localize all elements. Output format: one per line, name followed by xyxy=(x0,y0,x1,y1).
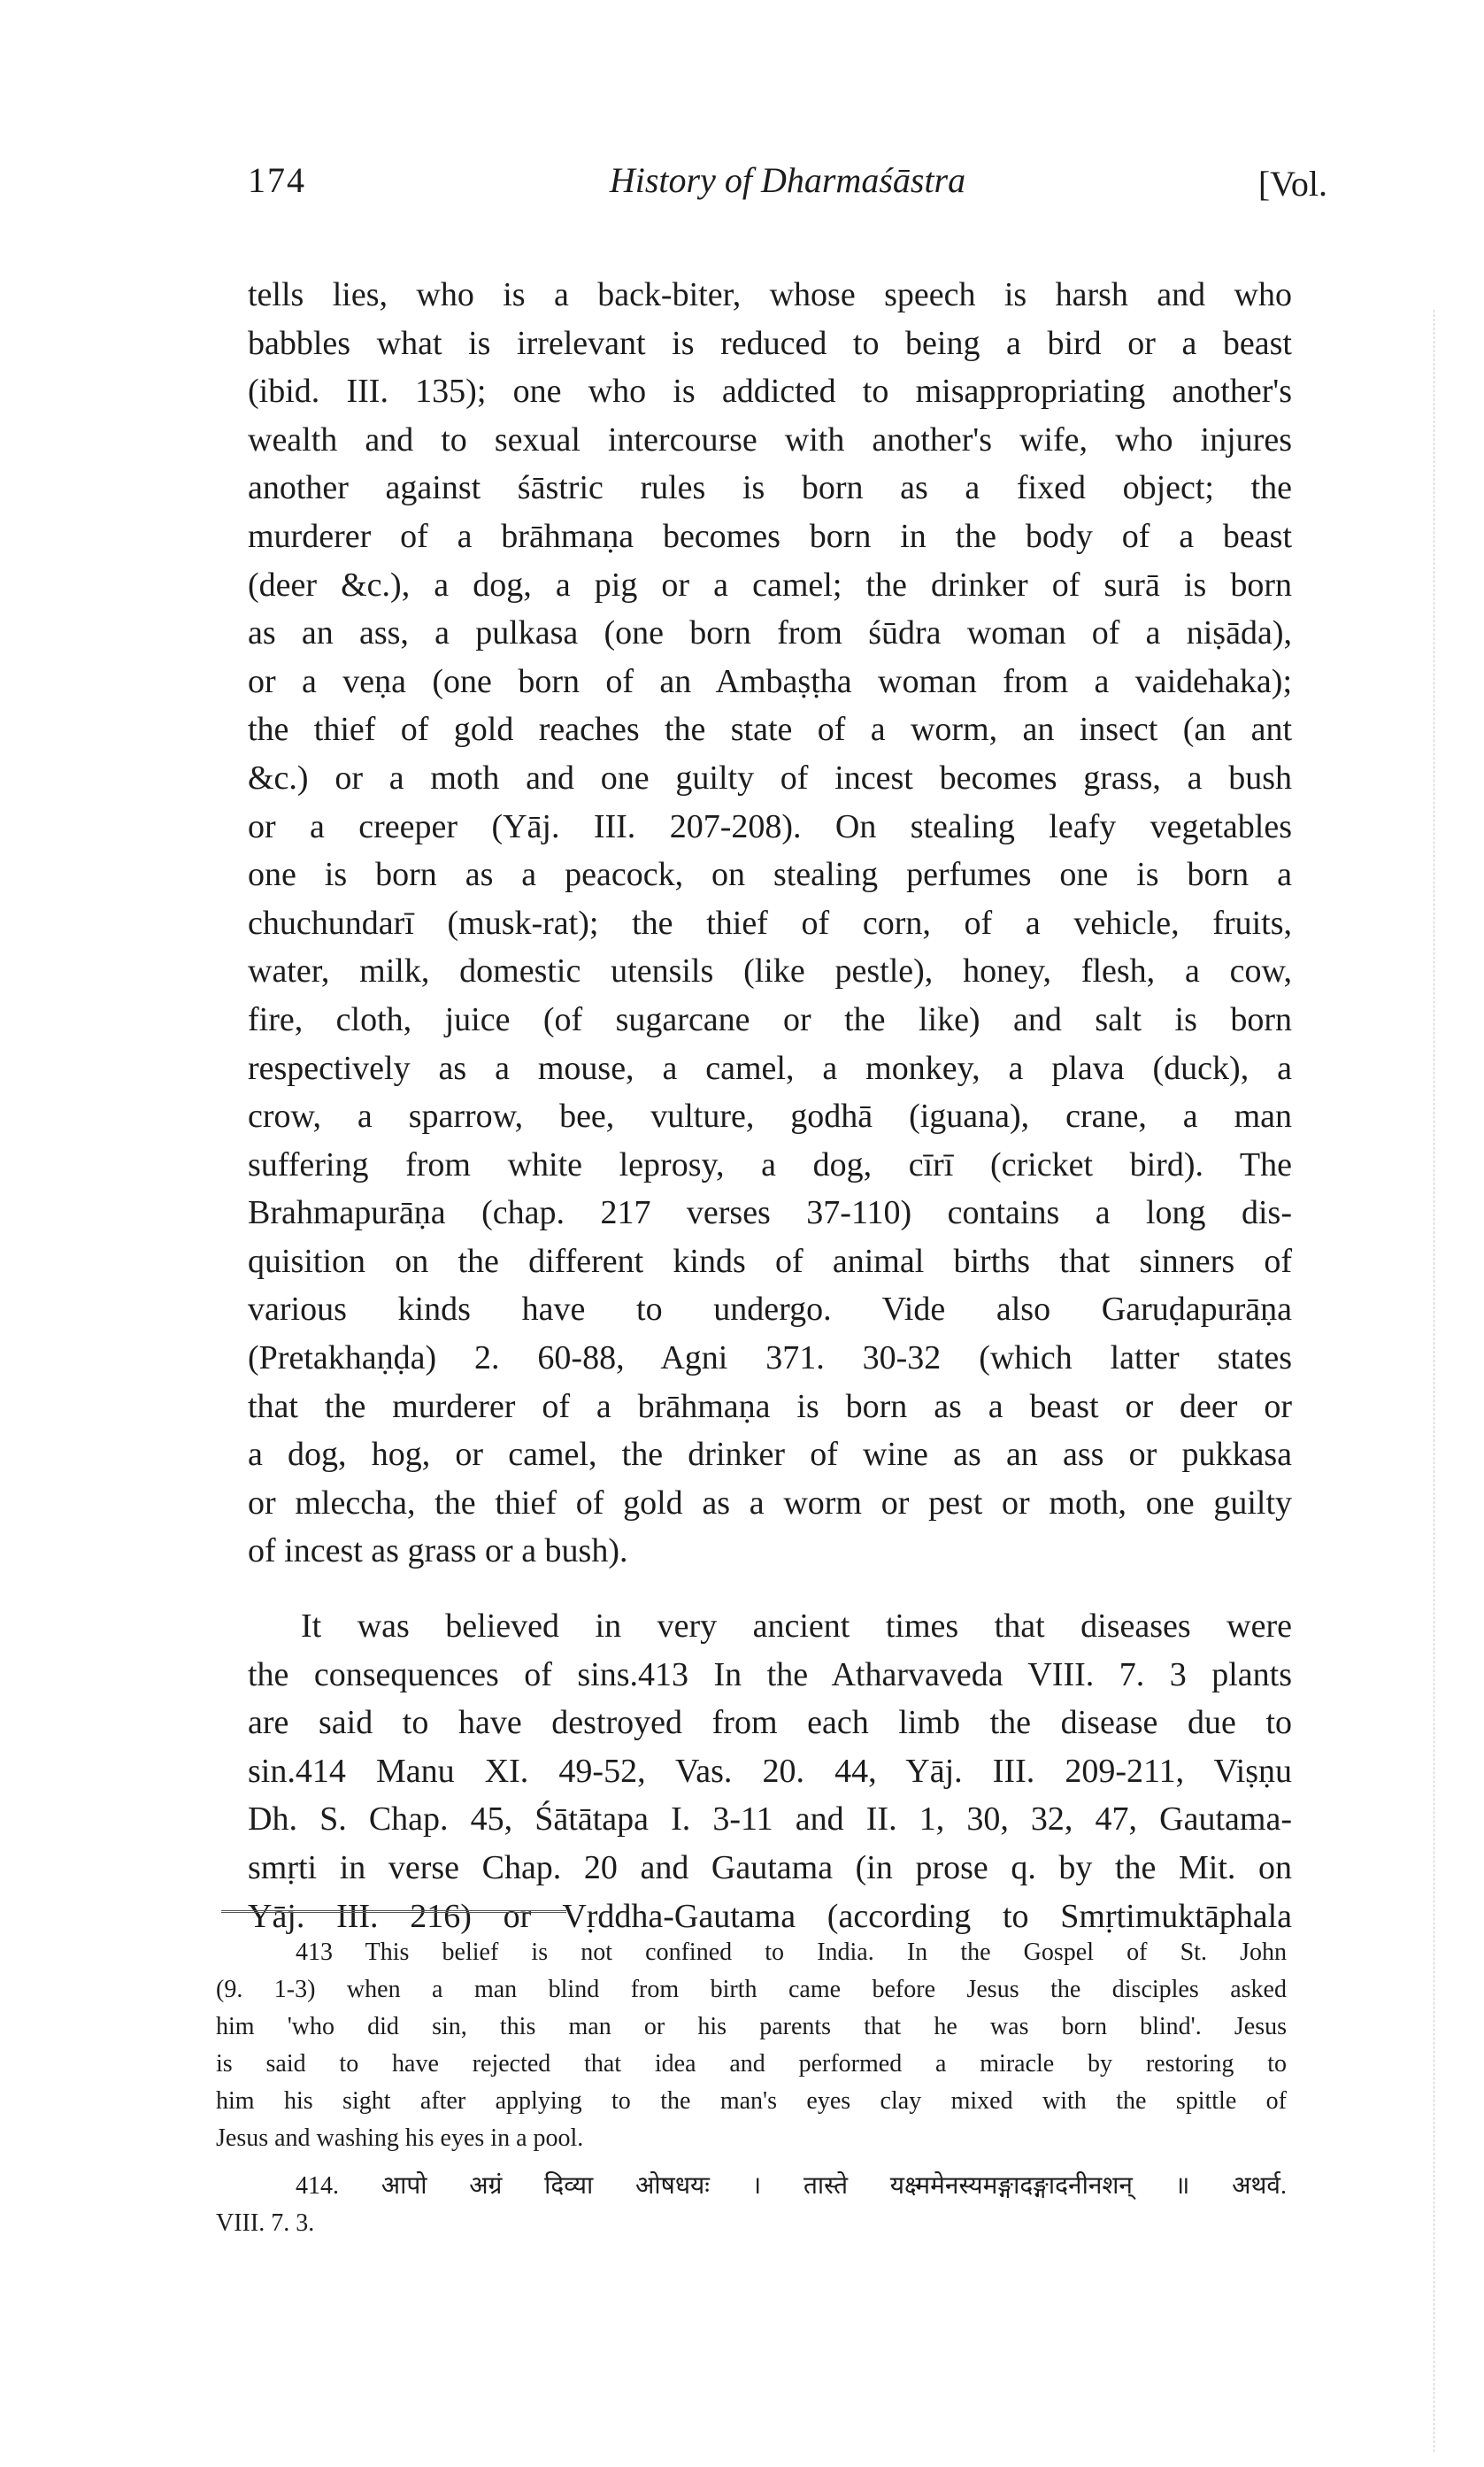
text-line: or a veṇa (one born of an Ambaṣṭha woman from a vaidehaka); xyxy=(248,662,1292,700)
text-line: the thief of gold reaches the state of a worm, an insect (an ant xyxy=(248,711,1292,749)
footnote-line: him 'who did sin, this man or his parents that he was born blind'. Jesus xyxy=(216,2013,1287,2040)
text-line: one is born as a peacock, on stealing perfumes one is born a xyxy=(248,856,1292,894)
text-line: various kinds have to undergo. Vide also Garuḍapurāṇa xyxy=(248,1291,1292,1329)
page-number: 174 xyxy=(248,160,306,200)
footnote-line: Jesus and washing his eyes in a pool. xyxy=(216,2124,584,2152)
text-line: fire, cloth, juice (of sugarcane or the like) and salt is born xyxy=(248,1000,1292,1038)
text-line: It was believed in very ancient times that diseases were xyxy=(301,1607,1292,1646)
text-line: (deer &c.), a dog, a pig or a camel; the drinker of surā is born xyxy=(248,566,1292,604)
text-line: the consequences of sins.413 In the Atharvaveda VIII. 7. 3 plants xyxy=(248,1655,1292,1693)
text-line: chuchundarī (musk-rat); the thief of corn, of a vehicle, fruits, xyxy=(248,904,1292,942)
footnotes xyxy=(216,1934,1287,2242)
footnote-line: 413 This belief is not confined to India. In the Gospel of St. John xyxy=(296,1939,1287,1966)
text-line: crow, a sparrow, bee, vulture, godhā (iguana), crane, a man xyxy=(248,1098,1292,1136)
text-line: that the murderer of a brāhmaṇa is born as a beast or deer or xyxy=(248,1387,1292,1425)
page-header xyxy=(248,159,1327,212)
text-line: tells lies, who is a back-biter, whose speech is harsh and who xyxy=(248,276,1292,313)
footnote-line: (9. 1-3) when a man blind from birth came before Jesus the disciples asked xyxy=(216,1976,1287,2003)
text-line: or a creeper (Yāj. III. 207-208). On stealing leafy vegetables xyxy=(248,807,1292,845)
text-line: sin.414 Manu XI. 49-52, Vas. 20. 44, Yāj. III. 209-211, Viṣṇu xyxy=(248,1752,1292,1790)
paragraph xyxy=(248,1602,1292,1940)
text-line: water, milk, domestic utensils (like pestle), honey, flesh, a cow, xyxy=(248,952,1292,991)
text-line: (Pretakhaṇḍa) 2. 60-88, Agni 371. 30-32 (which latter states xyxy=(248,1339,1292,1377)
text-line: smṛti in verse Chap. 20 and Gautama (in prose q. by the Mit. on xyxy=(248,1849,1292,1886)
text-line: &c.) or a moth and one guilty of incest becomes grass, a bush xyxy=(248,759,1292,797)
footnote-414 xyxy=(216,2168,1287,2242)
paragraph xyxy=(248,271,1292,1576)
text-line: Dh. S. Chap. 45, Śātātapa I. 3-11 and II. 1, 30, 32, 47, Gautama- xyxy=(248,1800,1292,1839)
text-line: (ibid. III. 135); one who is addicted to misappropriating another's xyxy=(248,373,1292,411)
running-title: History of Dharmaśāstra xyxy=(609,160,966,200)
text-line: of incest as grass or a bush). xyxy=(248,1532,628,1570)
text-line: wealth and to sexual intercourse with another's wife, who injures xyxy=(248,420,1292,459)
footnote-line: him his sight after applying to the man's eyes clay mixed with the spittle of xyxy=(216,2087,1287,2115)
text-line: Brahmapurāṇa (chap. 217 verses 37-110) contains a long dis- xyxy=(248,1194,1292,1232)
text-line: Yāj. III. 216) or Vṛddha-Gautama (according to Smṛtimuktāphala xyxy=(248,1897,1292,1935)
text-line: respectively as a mouse, a camel, a monkey, a plava (duck), a xyxy=(248,1049,1292,1087)
text-line: murderer of a brāhmaṇa becomes born in the body of a beast xyxy=(248,517,1292,555)
text-line: a dog, hog, or camel, the drinker of wine as an ass or pukkasa xyxy=(248,1436,1292,1474)
footnote-divider xyxy=(221,1910,566,1913)
text-line: suffering from white leprosy, a dog, cīrī (cricket bird). The xyxy=(248,1145,1292,1183)
main-text xyxy=(248,271,1292,1940)
text-line: babbles what is irrelevant is reduced to being a bird or a beast xyxy=(248,324,1292,362)
footnote-line: VIII. 7. 3. xyxy=(216,2209,315,2237)
text-line: as an ass, a pulkasa (one born from śūdra woman of a niṣāda), xyxy=(248,614,1292,652)
footnote-line: is said to have rejected that idea and performed a miracle by restoring to xyxy=(216,2050,1287,2078)
footnote-line: 414. आपो अग्रं दिव्या ओषधयः । तास्ते यक्ष्ममेनस्यमङ्गादङ्गादनीनशन् ॥ अथर्व. xyxy=(296,2172,1287,2200)
text-line: another against śāstric rules is born as a fixed object; the xyxy=(248,469,1292,507)
footnote-413 xyxy=(216,1934,1287,2157)
text-line: quisition on the different kinds of animal births that sinners of xyxy=(248,1242,1292,1280)
text-line: or mleccha, the thief of gold as a worm or pest or moth, one guilty xyxy=(248,1484,1292,1522)
volume-mark: [Vol. xyxy=(1257,164,1327,204)
text-line: are said to have destroyed from each limb the disease due to xyxy=(248,1704,1292,1742)
